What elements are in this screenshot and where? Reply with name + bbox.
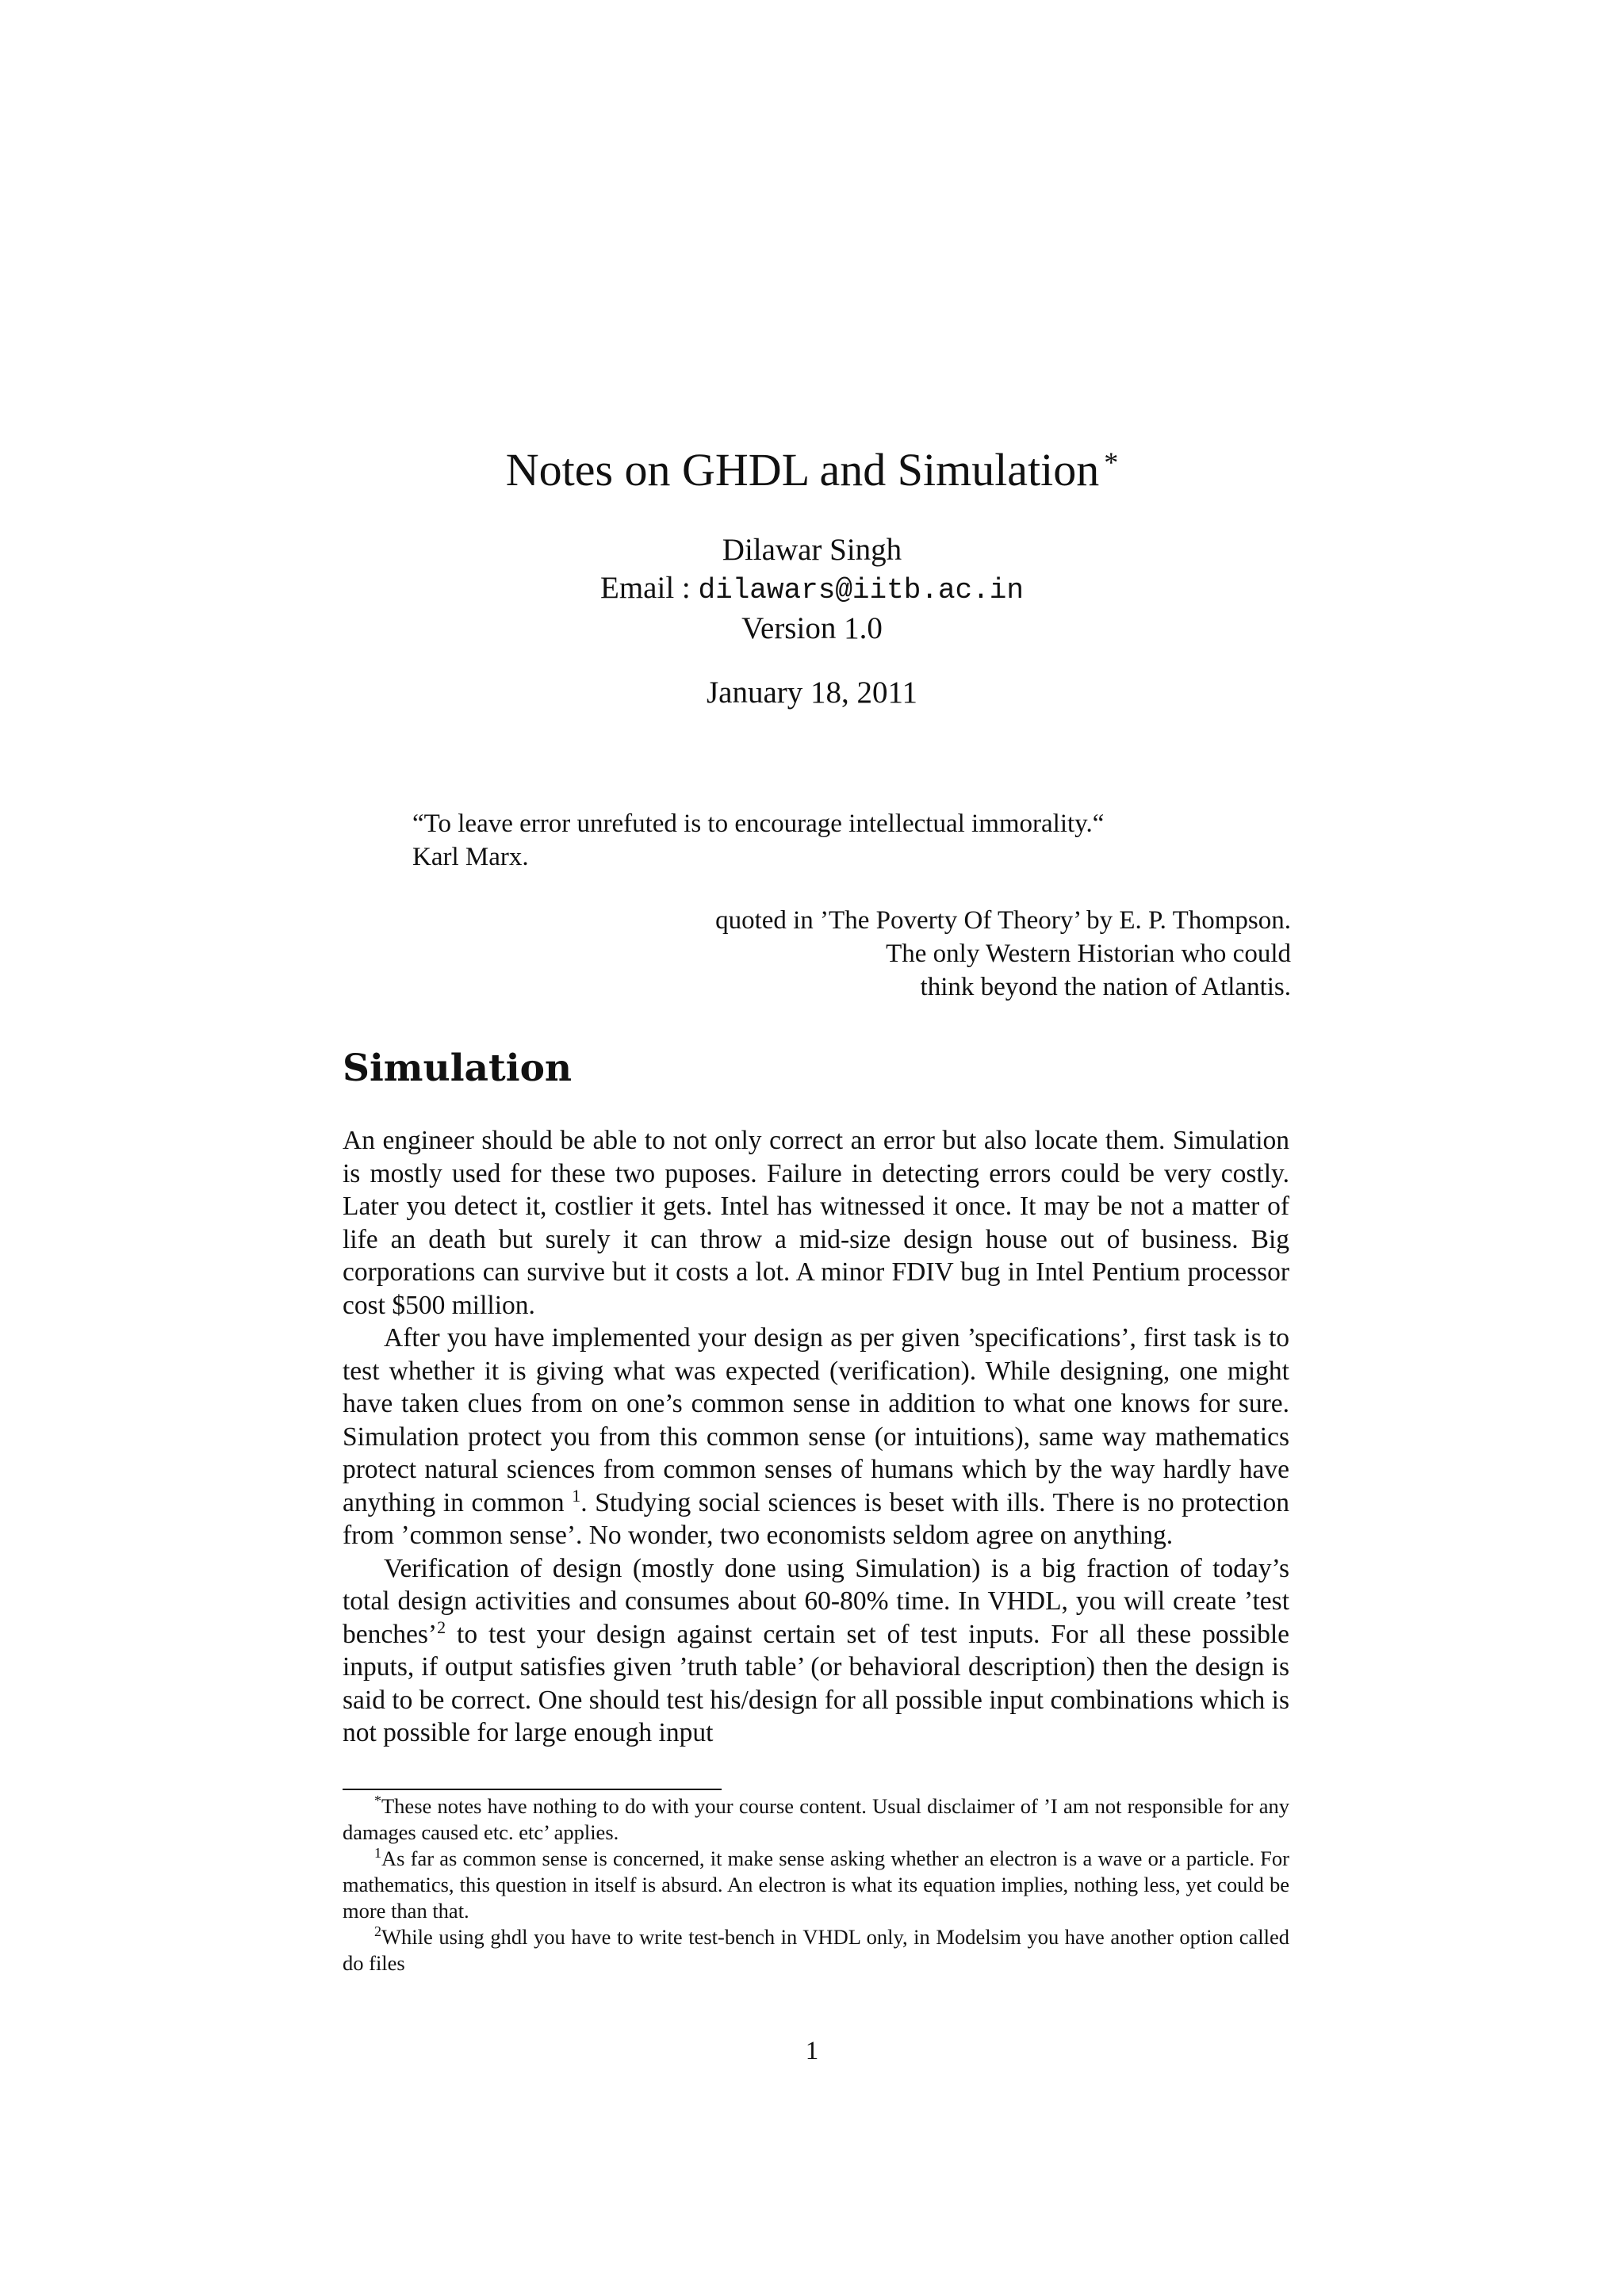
attribution-line: quoted in ’The Poverty Of Theory’ by E. P. Thompson. — [715, 906, 1291, 935]
epigraph-attribution — [555, 904, 1291, 1004]
email-address[interactable]: dilawars@iitb.ac.in — [698, 574, 1024, 607]
footnote-mark: 1 — [374, 1845, 381, 1862]
footnote-text: As far as common sense is concerned, it make sense asking whether an electron is a wave or a particle. For mathematics, this question in itself is absurd. An electron is what its equation implies, nothing less, yet could be more than that. — [343, 1846, 1289, 1923]
title-text: Notes on GHDL and Simulation — [505, 444, 1100, 496]
paragraph-text: . Studying social sciences is beset with ills. There is no protection from ’common sense’. No wonder, two economists seldom agree on anything. — [343, 1487, 1289, 1550]
footnote — [343, 1846, 1289, 1924]
paragraph — [343, 1552, 1289, 1750]
version-line: Version 1.0 — [741, 611, 883, 645]
section-heading: Simulation — [343, 1047, 573, 1090]
paragraph-text: to test your design against certain set of test inputs. For all these possible inputs, if output satisfies given ’truth table’ (or behavioral description) then the design is said to be correct. One should test his/design for all possible input combinations which is not possible for large enough input — [343, 1619, 1289, 1747]
page-number: 1 — [805, 2037, 819, 2065]
attribution-line: think beyond the nation of Atlantis. — [920, 973, 1291, 1001]
attribution-line: The only Western Historian who could — [886, 939, 1291, 968]
epigraph-author: Karl Marx. — [412, 843, 529, 871]
document-title — [0, 442, 1624, 498]
author-block — [0, 531, 1624, 648]
email-label: Email : — [600, 571, 699, 605]
footnotes — [343, 1793, 1289, 1976]
footnote — [343, 1924, 1289, 1976]
epigraph — [412, 807, 1285, 874]
document-date: January 18, 2011 — [706, 675, 918, 710]
footnote-mark: * — [374, 1793, 381, 1809]
footnote-text: While using ghdl you have to write test-bench in VHDL only, in Modelsim you have another option called do files — [343, 1925, 1289, 1975]
footnote-ref[interactable]: 2 — [437, 1617, 446, 1637]
footnote-mark: 2 — [374, 1923, 381, 1940]
title-footnote-mark: * — [1104, 446, 1119, 478]
footnote-rule — [343, 1789, 722, 1790]
footnote-text: These notes have nothing to do with your course content. Usual disclaimer of ’I am not responsible for any damages caused etc. etc’ applies. — [343, 1794, 1289, 1844]
section-body — [343, 1124, 1289, 1750]
email-line — [0, 569, 1624, 610]
footnote — [343, 1793, 1289, 1846]
paragraph — [343, 1322, 1289, 1552]
footnote-ref[interactable]: 1 — [572, 1485, 581, 1506]
paragraph-text: Verification of design (mostly done using Simulation) is a big fraction of today’s total design activities and consumes about 60-80% time. In VHDL, you will create ’test benches’ — [343, 1553, 1289, 1649]
paragraph-text: After you have implemented your design as per given ’specifications’, first task is to test whether it is giving what was expected (verification). While designing, one might have taken clues from on one’s common sense in addition to what one knows for sure. Simulation protect you from this common sense (or intuitions), same way mathematics protect natural sciences from common senses of humans which by the way hardly have anything in common — [343, 1323, 1289, 1517]
paragraph: An engineer should be able to not only correct an error but also locate them. Simulation is mostly used for these two puposes. Failure in detecting errors could be very costly. Later you detect it, costlier it gets. Intel has witnessed it once. It may be not a matter of life an death but surely it can throw a mid-size design house out of business. Big corporations can survive but it costs a lot. A minor FDIV bug in Intel Pentium processor cost $500 million. — [343, 1126, 1289, 1320]
epigraph-quote: “To leave error unrefuted is to encourage intellectual immorality.“ — [412, 809, 1105, 838]
author-name: Dilawar Singh — [722, 533, 902, 567]
